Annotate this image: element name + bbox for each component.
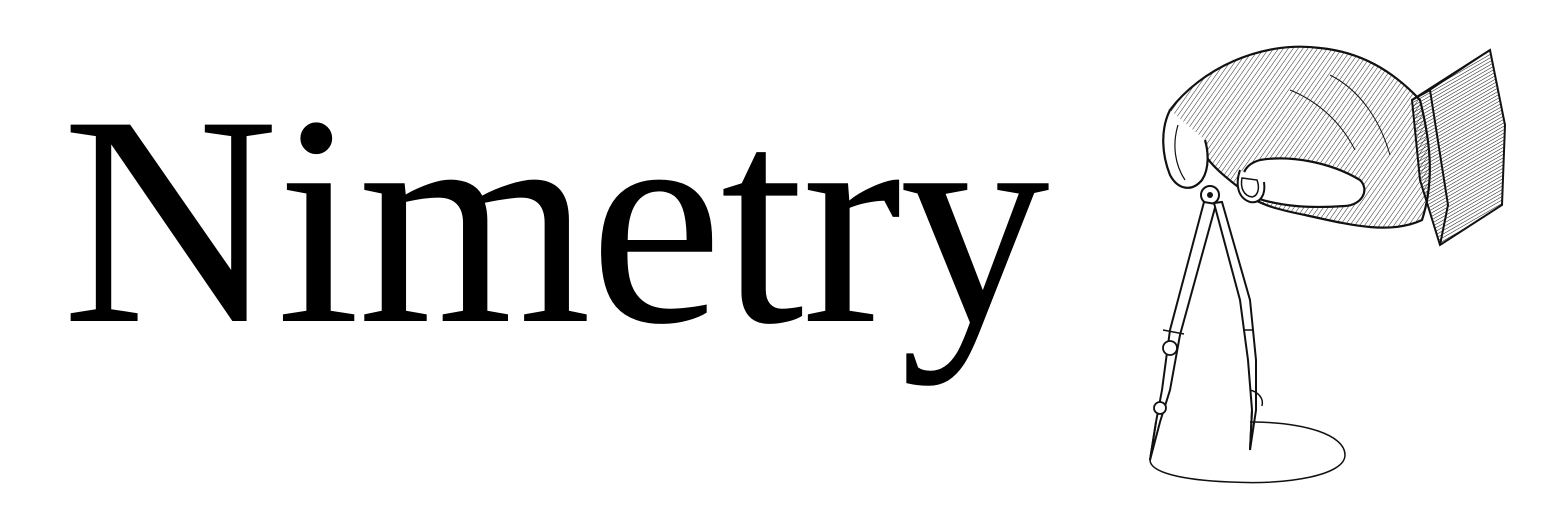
compass <box>1150 186 1262 460</box>
drawn-circle <box>1150 422 1345 483</box>
logo-wordmark: Nimetry <box>62 54 1048 386</box>
hand-holding-compass-icon <box>1130 30 1530 490</box>
